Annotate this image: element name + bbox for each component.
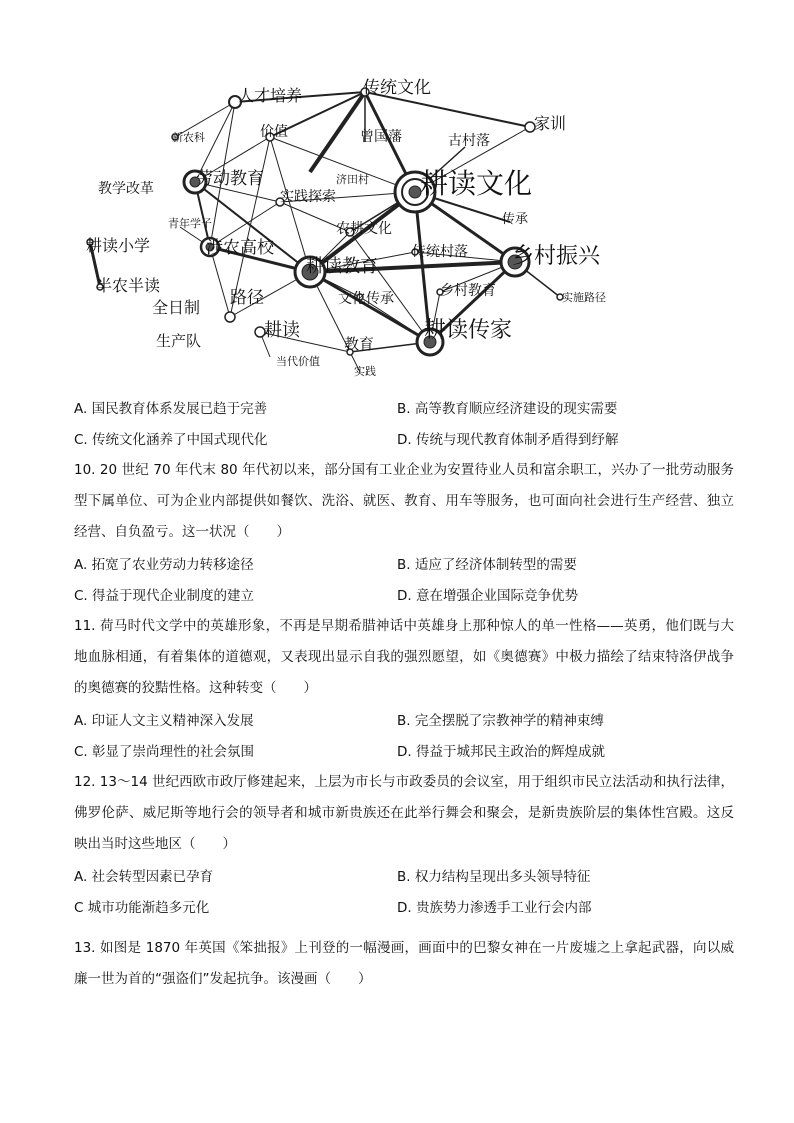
keyword-network-figure [60,62,660,392]
node-jiaoyu: 教育 [344,335,375,353]
q10-option-b: B. 适应了经济体制转型的需要 [397,557,577,573]
q9-option-d: D. 传统与现代教育体制矛盾得到纾解 [397,432,619,448]
node-shishi-lujing: 实施路径 [562,291,606,304]
q11-option-b: B. 完全摆脱了宗教神学的精神束缚 [397,713,604,729]
node-rencai-peiyang: 人才培养 [238,86,303,105]
q13-stem: 13. 如图是 1870 年英国《笨拙报》上刊登的一幅漫画，画面中的巴黎女神在一片废墟之上拿起武器，向以威廉一世为首的“强盗们”发起抗争。该漫画（ ） [74,940,734,987]
q10-option-a: A. 拓宽了农业劳动力转移途径 [74,557,254,573]
q11-option-c: C. 彰显了崇尚理性的社会氛围 [74,744,255,760]
node-jiaxun: 家训 [534,114,567,133]
node-xinnongke: 新农科 [172,131,205,144]
node-xiangcun-zhenxing: 乡村振兴 [512,244,601,269]
q10-option-d: D. 意在增强企业国际竞争优势 [397,588,578,604]
node-gengdu: 耕读 [264,320,300,341]
node-shijian: 实践 [354,365,376,378]
q12-option-d: D. 贵族势力渗透手工业行会内部 [397,900,592,916]
node-chuantong-cunluo: 传统村落 [412,244,468,260]
node-gengdu-xiaoxue: 耕读小学 [86,236,151,255]
node-gengdu-chuanjia: 耕读传家 [424,318,513,343]
q11-option-d: D. 得益于城邦民主政治的辉煌成就 [397,744,605,760]
q10-stem: 10. 20 世纪 70 年代末 80 年代初以来，部分国有工业企业为安置待业人员和富余职工，兴办了一批劳动服务型下属单位、可为企业内部提供如餐饮、洗浴、就医、教育、用车等服务，也可面向社会进行生产经营、独立经营、自负盈亏。这一状况（ ） [74,462,734,540]
q12-stem: 12. 13～14 世纪西欧市政厅修建起来，上层为市长与市政委员的会议室，用于组织市民立法活动和执行法律，佛罗伦萨、威尼斯等地行会的领导者和城市新贵族还在此举行舞会和聚会，是新贵族阶层的集体性宫殿。这反映出当时这些地区（ ） [74,774,734,852]
node-jiazhi: 价值 [260,124,288,140]
q12-option-b: B. 权力结构呈现出多头领导特征 [397,869,591,885]
node-shengchandui: 生产队 [156,332,202,350]
node-gengdu-wenhua: 耕读文化 [420,167,533,200]
q10-option-c: C. 得益于现代企业制度的建立 [74,588,255,604]
node-wenhua-chuancheng: 文化传承 [338,291,394,307]
q9-option-b: B. 高等教育顺应经济建设的现实需要 [397,401,618,417]
q12-option-c: C 城市功能渐趋多元化 [74,900,210,916]
node-gucunluo: 古村落 [448,133,490,149]
node-gengdu-jiaoyu: 耕读教育 [306,256,378,277]
node-banong-bandu: 半农半读 [96,276,161,295]
q9-option-c: C. 传统文化涵养了中国式现代化 [74,432,268,448]
node-nonggeng-wenhua: 农耕文化 [336,221,392,237]
node-xiangcun-jiaoyu: 乡村教育 [440,283,496,299]
node-quanrizhi: 全日制 [152,298,201,317]
node-dangdai-jiazhi: 当代价值 [276,355,320,368]
node-lujing: 路径 [230,288,264,308]
node-qingnian-xuezi: 青年学子 [168,217,212,230]
node-chuancheng: 传承 [502,212,529,227]
q11-stem: 11. 荷马时代文学中的英雄形象，不再是早期希腊神话中英雄身上那种惊人的单一性格——英勇，他们既与大地血脉相通，有着集体的道德观，又表现出显示自我的强烈愿望，如《奥德赛》中极力描绘了结束特洛伊战争的奥德赛的狡黠性格。这种转变（ ） [74,618,734,696]
node-jiaoxue-gaige: 教学改革 [98,181,154,197]
q9-option-a: A. 国民教育体系发展已趋于完善 [74,401,268,417]
node-chuantong-wenhua: 传统文化 [363,78,431,98]
q11-option-a: A. 印证人文主义精神深入发展 [74,713,254,729]
node-shijian-tansuo: 实践探索 [280,189,336,205]
q12-option-a: A. 社会转型因素已孕育 [74,869,214,885]
node-laodong-jiaoyu: 劳动教育 [196,169,264,189]
node-jitianzhu: 济田村 [336,173,369,186]
node-shenong-gaoxiao: 涉农高校 [206,238,274,258]
node-zengguofan: 曾国藩 [360,129,402,145]
